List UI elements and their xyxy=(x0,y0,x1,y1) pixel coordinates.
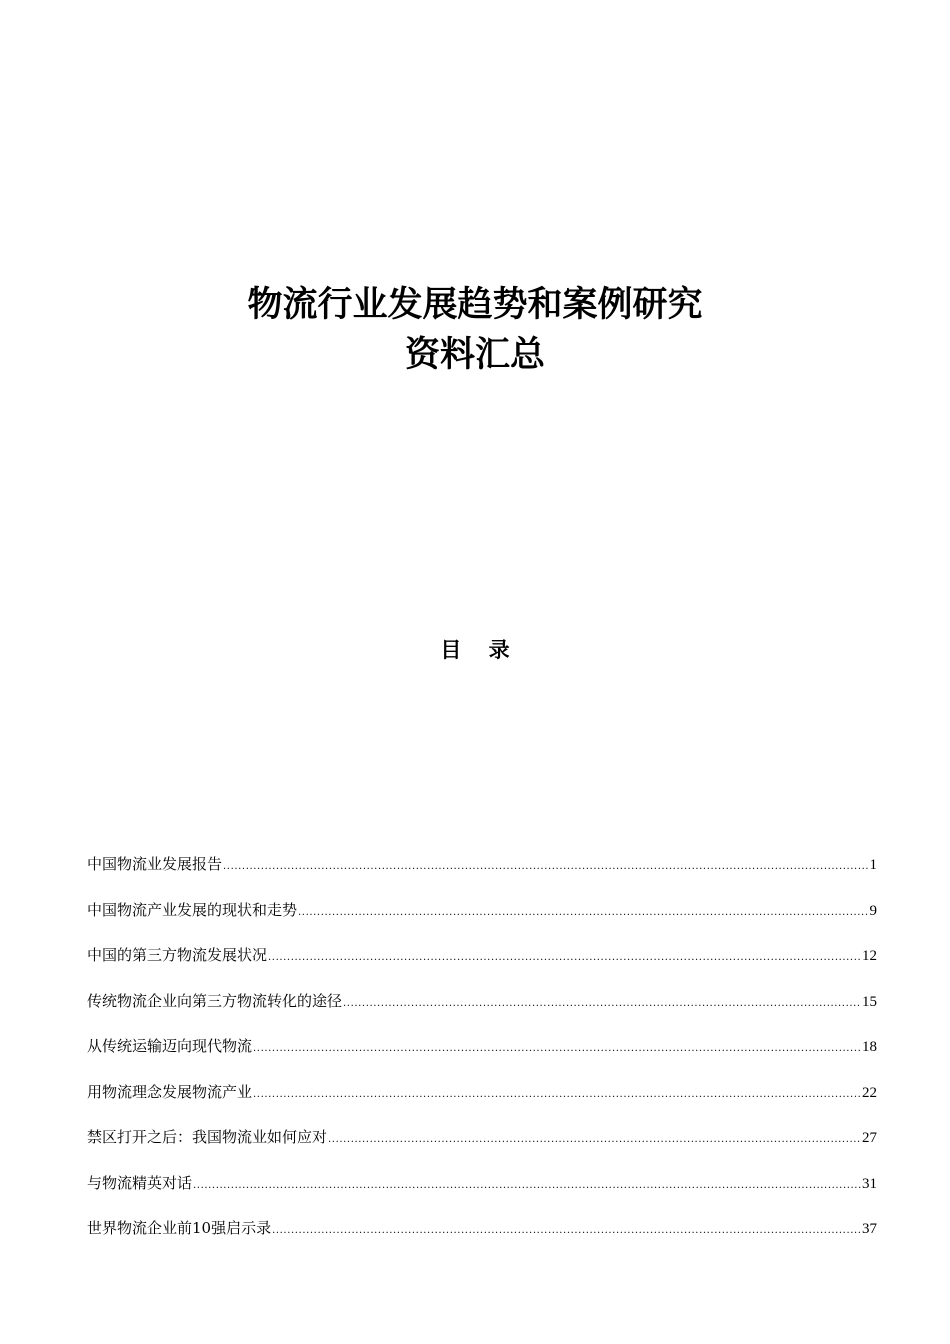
toc-entry[interactable] xyxy=(87,1213,877,1259)
toc-entry[interactable] xyxy=(87,1077,877,1123)
toc-dot-leader xyxy=(328,1125,861,1155)
toc-page-number: 37 xyxy=(862,1221,877,1237)
toc-entry[interactable] xyxy=(87,986,877,1032)
toc-entry[interactable] xyxy=(87,895,877,941)
toc-dot-leader xyxy=(253,1080,861,1110)
toc-entry-title: 中国物流业发展报告 xyxy=(87,855,223,873)
toc-page-number: 1 xyxy=(869,857,877,873)
title-line-1: 物流行业发展趋势和案例研究 xyxy=(247,285,703,325)
toc-entry[interactable] xyxy=(87,1122,877,1168)
toc-dot-leader xyxy=(298,898,868,928)
title-line-2: 资料汇总 xyxy=(404,335,545,375)
toc-entry-title: 中国物流产业发展的现状和走势 xyxy=(87,900,298,919)
toc-dot-leader xyxy=(223,852,868,882)
toc-page-number: 22 xyxy=(862,1084,877,1101)
toc-page-number: 31 xyxy=(862,1175,877,1192)
toc-entry-title: 世界物流企业前10强启示录 xyxy=(87,1219,272,1237)
toc-entry[interactable] xyxy=(87,849,877,895)
toc-entry-title: 从传统运输迈向现代物流 xyxy=(87,1037,253,1055)
toc-page-number: 9 xyxy=(869,902,877,919)
toc-entry-title: 禁区打开之后：我国物流业如何应对 xyxy=(87,1128,328,1146)
toc-entry[interactable] xyxy=(87,940,877,986)
toc-dot-leader xyxy=(253,1034,861,1064)
toc-entry-title: 中国的第三方物流发展状况 xyxy=(87,946,268,964)
toc-page-number: 18 xyxy=(862,1039,877,1055)
toc-entry[interactable] xyxy=(87,1168,877,1214)
toc-dot-leader xyxy=(343,989,861,1019)
document-title xyxy=(0,280,950,380)
toc-page-number: 12 xyxy=(862,948,877,964)
toc-heading: 目 录 xyxy=(440,638,510,662)
toc-page-number: 15 xyxy=(862,993,877,1010)
toc-dot-leader xyxy=(268,943,861,973)
toc-entry[interactable] xyxy=(87,1031,877,1077)
toc-page-number: 27 xyxy=(862,1130,877,1146)
toc-dot-leader xyxy=(193,1171,861,1201)
toc-entry-title: 用物流理念发展物流产业 xyxy=(87,1082,253,1101)
toc-dot-leader xyxy=(272,1216,861,1246)
toc-entry-title: 传统物流企业向第三方物流转化的途径 xyxy=(87,991,343,1010)
table-of-contents xyxy=(87,849,877,1259)
toc-entry-title: 与物流精英对话 xyxy=(87,1173,193,1192)
